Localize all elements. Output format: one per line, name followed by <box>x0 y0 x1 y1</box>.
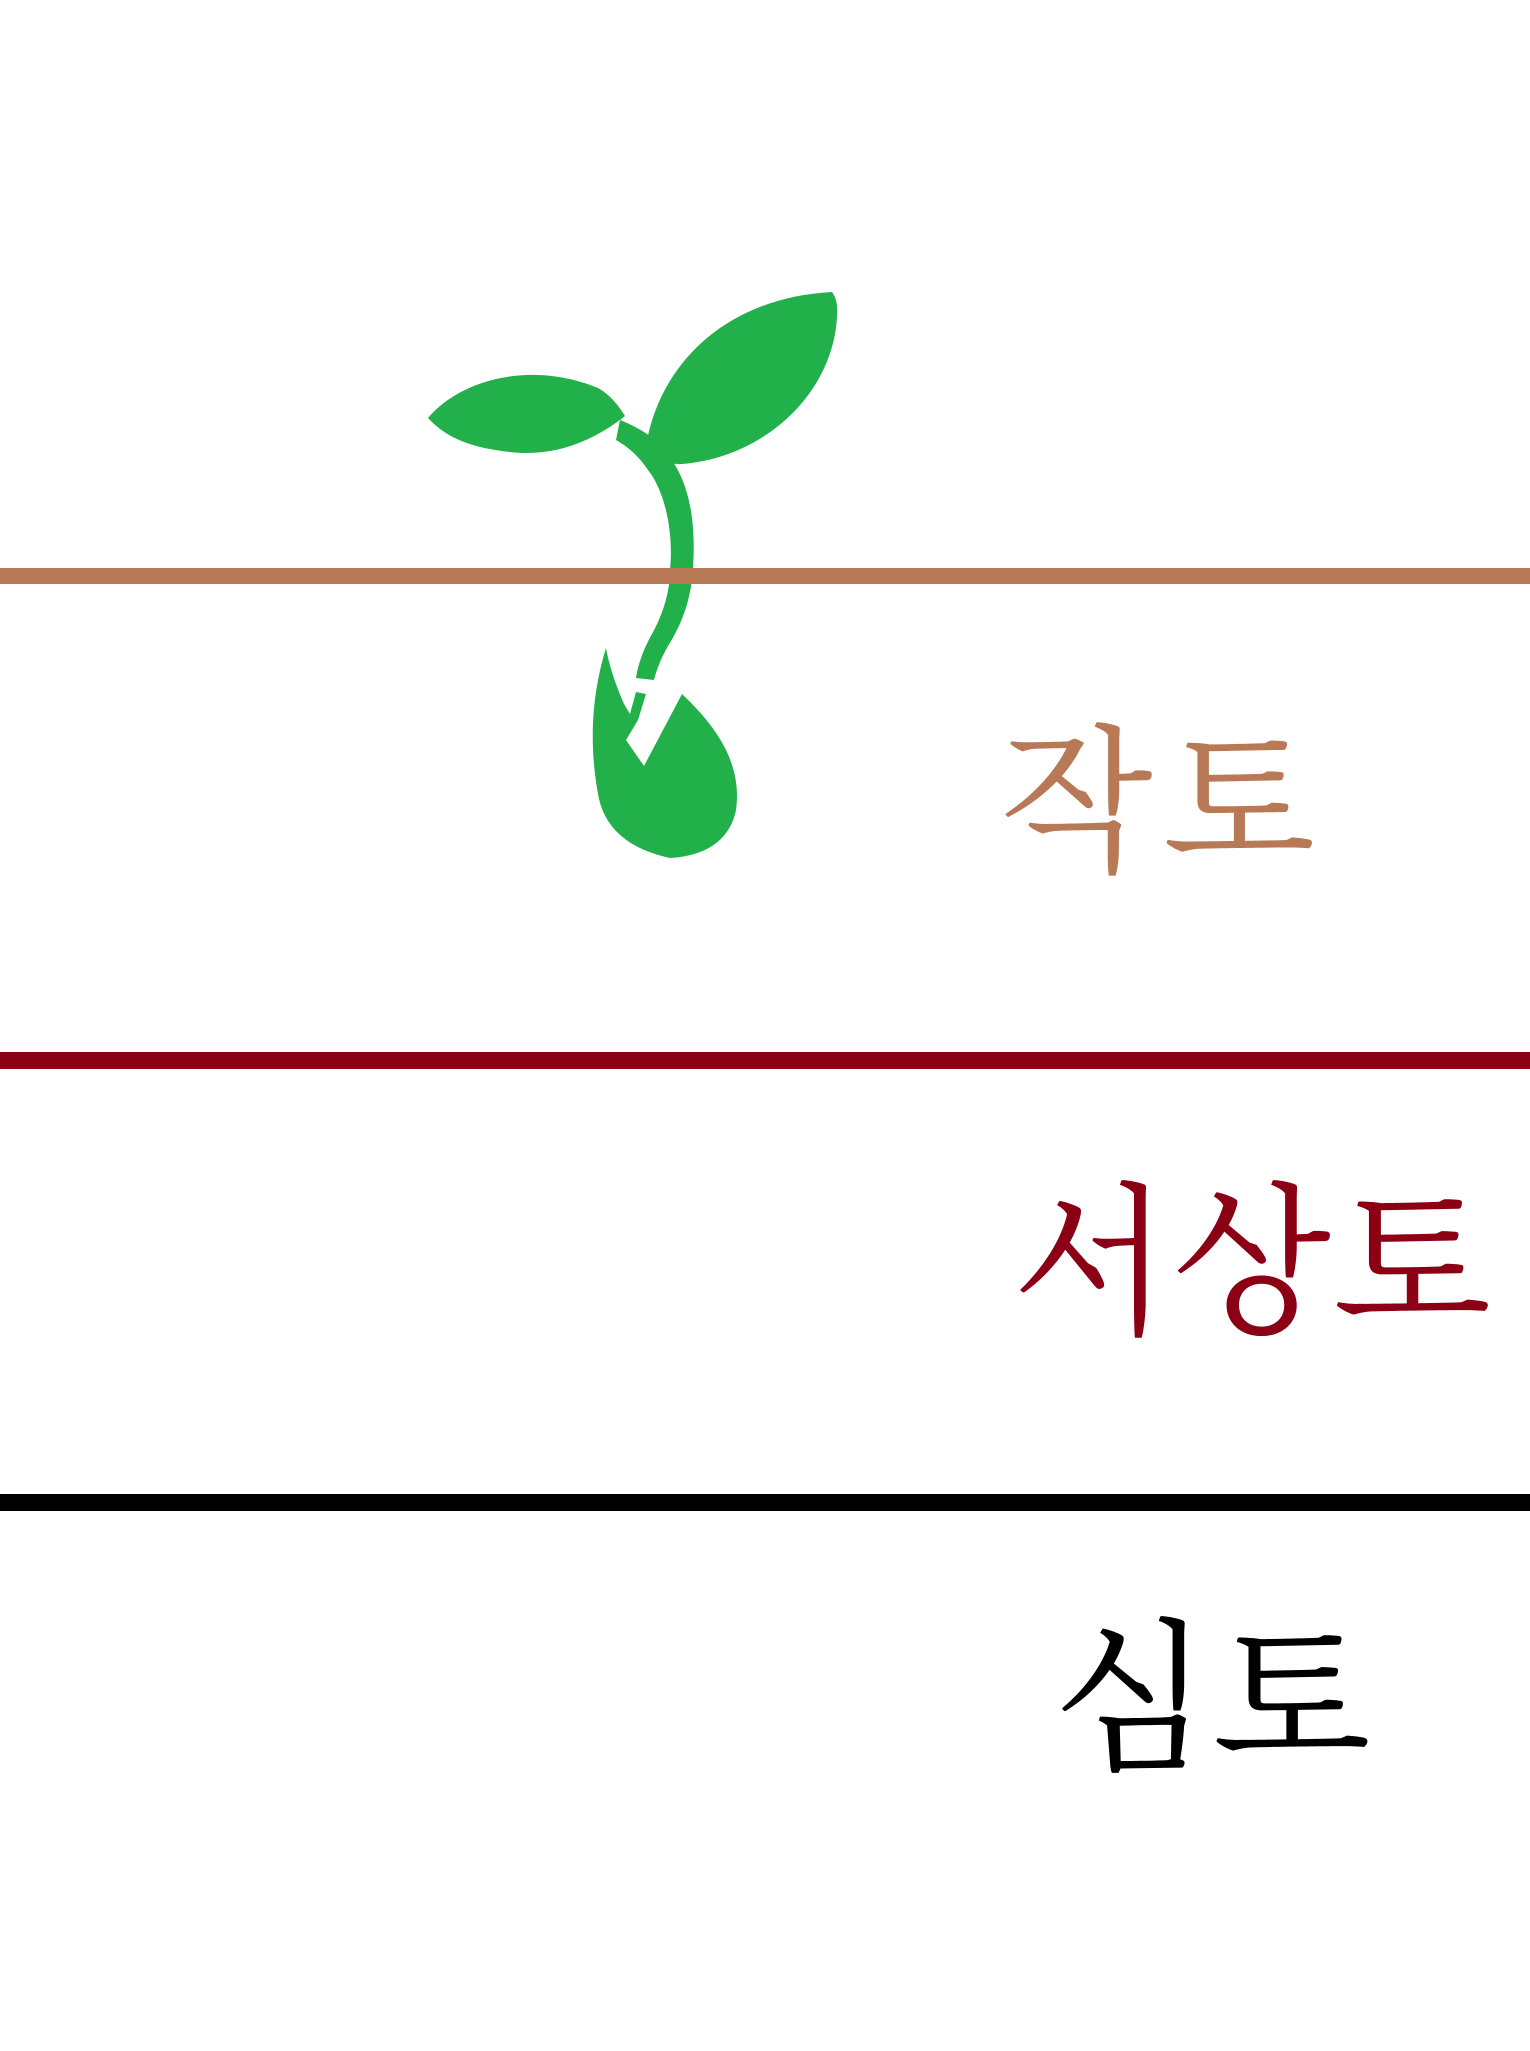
sprout-left-leaf <box>428 375 625 453</box>
sprout-right-leaf <box>646 292 837 464</box>
topsoil-label: 작토 <box>1000 711 1326 895</box>
subsoil-label: 서상토 <box>1012 1168 1494 1359</box>
deep-soil-boundary-line <box>0 1494 1530 1511</box>
deep-soil-label: 심토 <box>1052 1604 1373 1795</box>
subsoil-boundary-line <box>0 1052 1530 1069</box>
topsoil-boundary-line <box>0 568 1530 584</box>
sprout-seed <box>593 648 737 858</box>
